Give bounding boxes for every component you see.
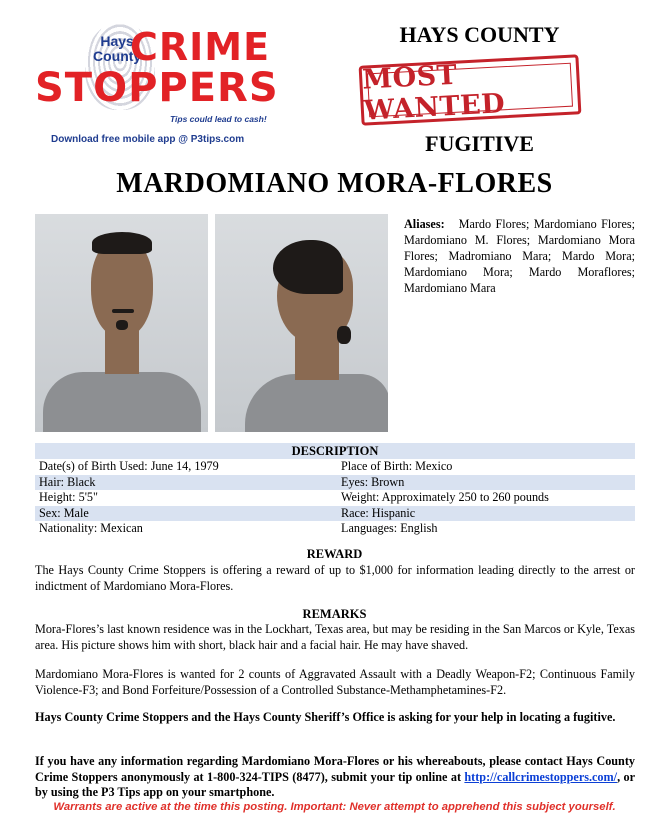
sex-cell: Sex: Male bbox=[39, 505, 89, 520]
contact-text-end: , or by using the P3 Tips app on your smartphone. bbox=[35, 769, 635, 799]
warning-notice: Warrants are active at the time this posting. Important: Never attempt to apprehend this subject yourself. bbox=[53, 801, 616, 813]
remarks-help-request: Hays County Crime Stoppers and the Hays County Sheriff’s Office is asking for your help in locating a fugitive. bbox=[35, 710, 616, 724]
remarks-charges: Mardomiano Mora-Flores is wanted for 2 counts of Aggravated Assault with a Deadly Weapon-F2; Continuous Family Violence-F3; and Bond Forfeiture/Possession of a Controlled Substance-Methamphetamines-F2. bbox=[35, 667, 635, 697]
aliases-text: Mardo Flores; Mardomiano Flores; Mardomiano M. Flores; Mardomiano Mora Flores; Madromiano Mara; Mardo Mora; Mardomiano Mora; Mardo Moraflores; Mardomiano Mara bbox=[404, 217, 635, 295]
description-heading: DESCRIPTION bbox=[35, 443, 635, 459]
logo-tagline: Tips could lead to cash! bbox=[170, 114, 267, 124]
most-wanted-text: MOST WANTED bbox=[361, 59, 506, 127]
logo-county-name: Hays County bbox=[93, 33, 142, 64]
logo-crime-text: CRIME bbox=[130, 25, 271, 69]
remarks-contact bbox=[35, 754, 635, 801]
table-row bbox=[35, 506, 635, 522]
fugitive-heading: FUGITIVE bbox=[425, 131, 534, 156]
front-mugshot bbox=[35, 214, 208, 432]
callcrimestoppers-link[interactable]: http://callcrimestoppers.com/ bbox=[464, 769, 618, 784]
county-heading: HAYS COUNTY bbox=[399, 22, 560, 47]
weight-cell: Weight: Approximately 250 to 260 pounds bbox=[341, 490, 549, 504]
description-table bbox=[35, 443, 635, 537]
eyes-cell: Eyes: Brown bbox=[341, 474, 405, 489]
birthplace-cell: Place of Birth: Mexico bbox=[341, 459, 453, 473]
contact-text: If you have any information regarding Mardomiano Mora-Flores or his whereabouts, please contact Hays County Crime Stoppers anonymously at 1-800-324-TIPS (8477), submit your tip online at bbox=[35, 754, 635, 784]
fugitive-name: MARDOMIANO MORA-FLORES bbox=[116, 168, 553, 199]
table-row bbox=[35, 490, 635, 506]
remarks-heading: REMARKS bbox=[302, 607, 367, 621]
nationality-cell: Nationality: Mexican bbox=[39, 521, 143, 535]
profile-mugshot bbox=[215, 214, 388, 432]
aliases-block bbox=[404, 216, 635, 296]
crime-stoppers-logo bbox=[30, 22, 300, 152]
reward-text: The Hays County Crime Stoppers is offering a reward of up to $1,000 for information leading directly to the arrest or indictment of Mardomiano Mora-Flores. bbox=[35, 563, 635, 593]
height-cell: Height: 5'5" bbox=[39, 490, 98, 504]
logo-stoppers-text: STOPPERS bbox=[35, 65, 279, 111]
dob-cell: Date(s) of Birth Used: June 14, 1979 bbox=[39, 459, 219, 473]
remarks-residence: Mora-Flores’s last known residence was in the Lockhart, Texas area, but may be residing in the San Marcos or Kyle, Texas area. His picture shows him with short, black hair and a facial hair. He may have shaved. bbox=[35, 622, 635, 652]
aliases-label: Aliases: bbox=[404, 217, 445, 231]
table-row bbox=[35, 475, 635, 491]
reward-heading: REWARD bbox=[306, 547, 363, 561]
table-row bbox=[35, 521, 635, 537]
languages-cell: Languages: English bbox=[341, 521, 438, 535]
most-wanted-stamp bbox=[359, 54, 582, 125]
mobile-app-note: Download free mobile app @ P3tips.com bbox=[51, 134, 245, 145]
hair-cell: Hair: Black bbox=[39, 474, 96, 489]
table-row bbox=[35, 459, 635, 475]
race-cell: Race: Hispanic bbox=[341, 505, 416, 520]
